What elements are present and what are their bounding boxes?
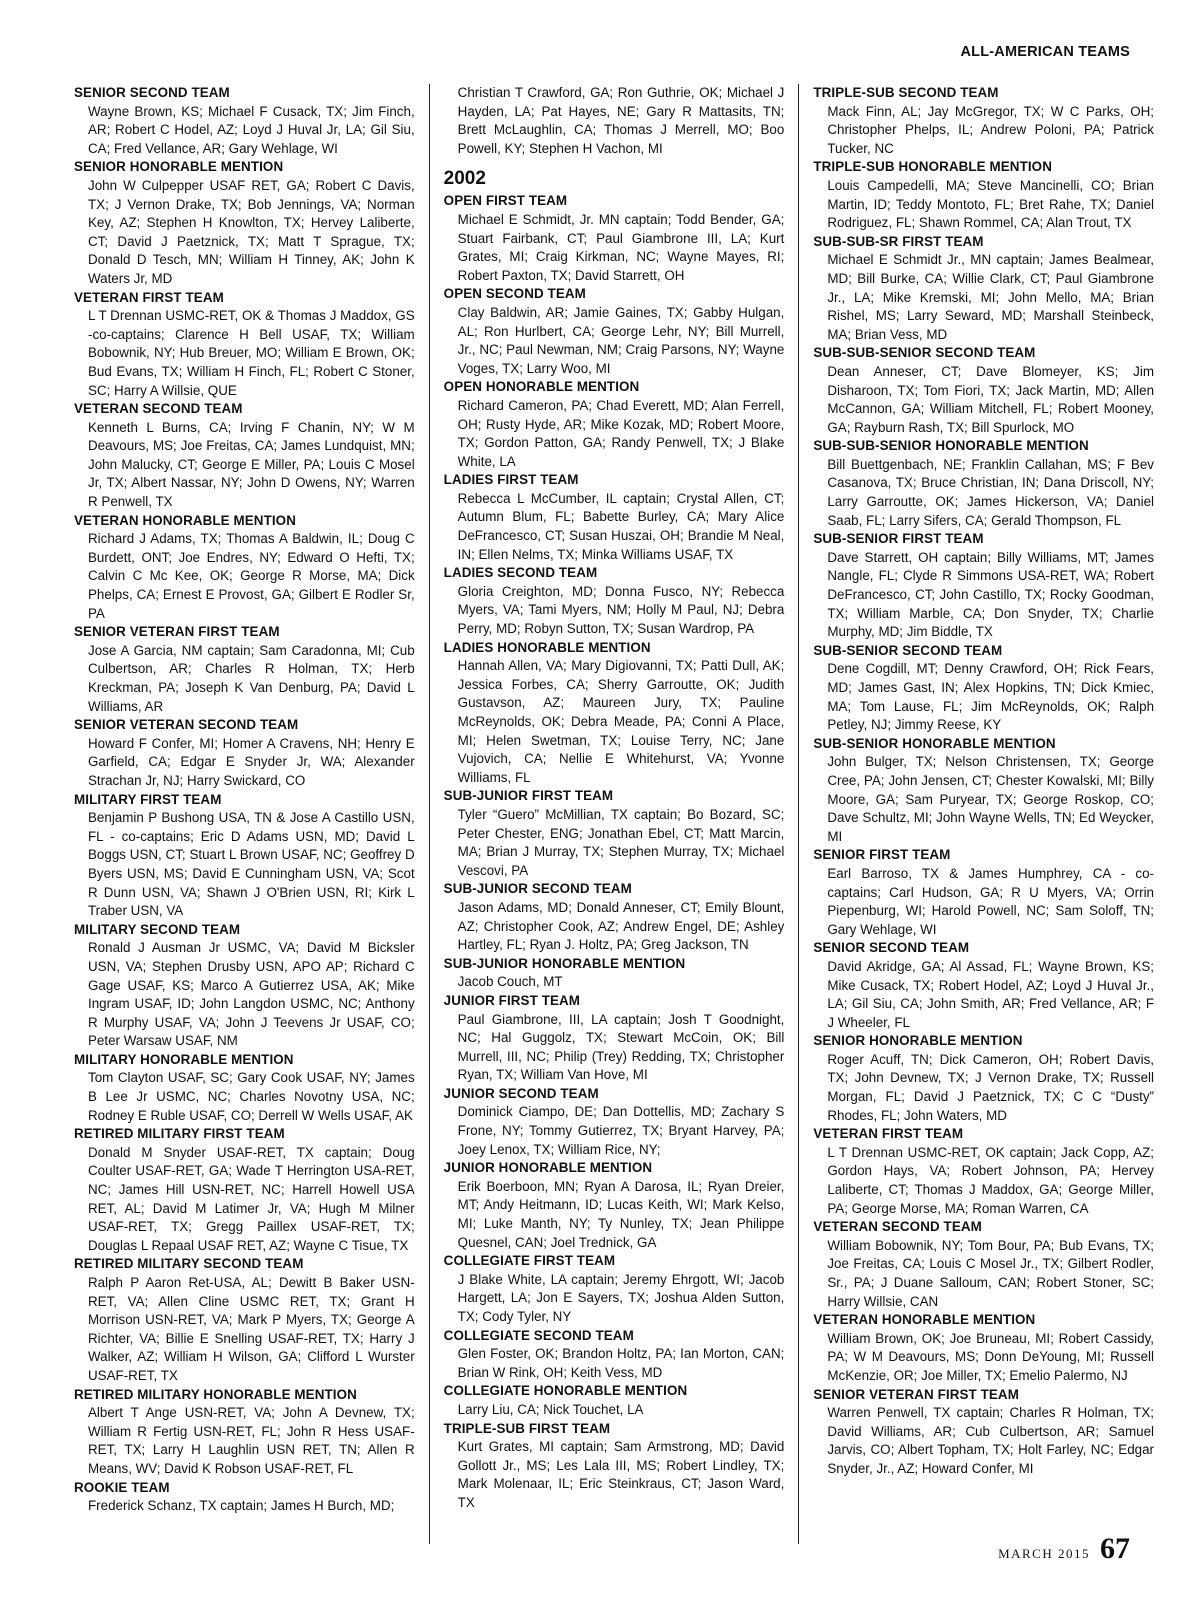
team-heading: COLLEGIATE SECOND TEAM [443, 1327, 634, 1343]
year-heading: 2002 [443, 168, 486, 190]
team-heading: SENIOR HONORABLE MENTION [813, 1033, 1023, 1049]
team-heading: VETERAN SECOND TEAM [74, 401, 243, 417]
team-section [444, 564, 785, 638]
team-members: Earl Barroso, TX & James Humphrey, CA - co-captains; Carl Hudson, GA; R U Myers, VA; Orrin Piepenburg, WI; Harold Powell, NC; Sam Soloff, TN; Gary Wehlage, WI [827, 865, 1155, 937]
column-2 [429, 84, 799, 1544]
team-heading: SUB-SUB-SENIOR HONORABLE MENTION [813, 438, 1089, 454]
team-heading: MILITARY FIRST TEAM [74, 791, 222, 807]
team-heading: VETERAN HONORABLE MENTION [74, 512, 296, 528]
team-section [444, 955, 785, 992]
team-section [444, 84, 785, 158]
team-section [813, 846, 1154, 939]
team-heading: LADIES HONORABLE MENTION [443, 639, 651, 655]
team-members: Kurt Grates, MI captain; Sam Armstrong, MD; David Gollott Jr., MS; Les Lala III, MS; Robert Lindley, TX; Mark Molenaar, IL; Eric Steinkraus, CT; Jason Ward, TX [457, 1439, 785, 1510]
team-section [444, 639, 785, 788]
team-heading: SUB-SUB-SR FIRST TEAM [813, 233, 984, 249]
team-heading: RETIRED MILITARY SECOND TEAM [74, 1256, 304, 1272]
team-section [444, 1252, 785, 1326]
team-heading: SENIOR VETERAN FIRST TEAM [813, 1386, 1019, 1402]
team-members: Jacob Couch, MT [457, 974, 563, 990]
team-members: Roger Acuff, TN; Dick Cameron, OH; Robert Davis, TX; John Devnew, TX; J Vernon Drake, TX; Russell Morgan, FL; David J Paetznick, TX; C C “Dusty” Rhodes, FL; John Waters, MD [827, 1051, 1155, 1123]
team-heading: SENIOR SECOND TEAM [74, 85, 230, 100]
team-members: Clay Baldwin, AR; Jamie Gaines, TX; Gabby Hulgan, AL; Ron Hurlbert, CA; George Lehr, NY; Bill Murrell, Jr., NC; Paul Newman, NM; Craig Parsons, NY; Wayne Voges, TX; Larry Woo, MI [457, 304, 785, 376]
team-heading: VETERAN FIRST TEAM [813, 1126, 964, 1142]
team-members: Tom Clayton USAF, SC; Gary Cook USAF, NY; James B Lee Jr USMC, NC; Charles Novotny USA, NC; Rodney E Ruble USAF, CO; Derrell W Wells USAF, AK [88, 1070, 415, 1123]
team-members: Donald M Snyder USAF-RET, TX captain; Doug Coulter USAF-RET, GA; Wade T Herrington USA-RET, NC; James Hill USN-RET, NC; Harrell Howell USA RET, AL; David M Latimer Jr, VA; Hugh M Milner USAF-RET, TX; Gregg Paillex USAF-RET, TX; Douglas L Repaal USAF RET, AZ; Wayne C Tisue, TX [88, 1144, 415, 1253]
team-heading: VETERAN FIRST TEAM [74, 289, 224, 305]
team-heading: SENIOR SECOND TEAM [813, 940, 970, 956]
team-section [813, 1386, 1154, 1479]
team-section [74, 158, 415, 288]
team-members: Kenneth L Burns, CA; Irving F Chanin, NY; W M Deavours, MS; Joe Freitas, CA; James Lundquist, MN; John Malucky, CT; George E Miller, PA; Louis C Mosel Jr, TX; Albert Nassar, NY; John D Owens, NY; Warren R Penwell, TX [88, 419, 415, 510]
team-heading: TRIPLE-SUB FIRST TEAM [443, 1420, 611, 1436]
team-section [74, 400, 415, 512]
team-section [74, 1479, 415, 1516]
team-section [444, 192, 785, 285]
section-title: ALL-AMERICAN TEAMS [960, 44, 1130, 60]
team-members: Rebecca L McCumber, IL captain; Crystal Allen, CT; Autumn Blum, FL; Babette Burley, CA; Mary Alice DeFrancesco, CT; Susan Huszai, OH; Brandie M Neal, IN; Ellen Nelms, TX; Minka Williams USAF, TX [457, 490, 785, 562]
team-heading: OPEN HONORABLE MENTION [443, 379, 640, 395]
team-heading: SENIOR VETERAN FIRST TEAM [74, 624, 280, 640]
team-section [444, 378, 785, 471]
team-section [74, 1051, 415, 1125]
team-section [74, 84, 415, 158]
team-section [444, 1159, 785, 1252]
team-section [74, 1386, 415, 1479]
team-section [444, 1382, 785, 1419]
team-members: John Bulger, TX; Nelson Christensen, TX; George Cree, PA; John Jensen, CT; Chester Kowalski, MI; Billy Moore, GA; Sam Puryear, TX; George Roskop, CO; Dave Schultz, MI; John Wayne Wells, TN; Ed Weycker, MI [827, 754, 1155, 844]
team-heading: TRIPLE-SUB HONORABLE MENTION [813, 159, 1052, 175]
team-members: Wayne Brown, KS; Michael F Cusack, TX; Jim Finch, AR; Robert C Hodel, AZ; Loyd J Huval Jr, LA; Gil Siu, CA; Fred Vellance, AR; Gary Wehlage, WI [88, 103, 415, 156]
team-heading: LADIES SECOND TEAM [443, 565, 598, 581]
team-members: Mack Finn, AL; Jay McGregor, TX; W C Parks, OH; Christopher Phelps, IL; Andrew Poloni, PA; Patrick Tucker, NC [827, 103, 1155, 156]
team-heading: SUB-JUNIOR SECOND TEAM [443, 881, 632, 897]
team-heading: COLLEGIATE HONORABLE MENTION [443, 1383, 688, 1399]
team-members: L T Drennan USMC-RET, OK & Thomas J Maddox, GS -co-captains; Clarence H Bell USAF, TX; William Bobownik, NY; Hub Breuer, MO; William E Brown, OK; Bud Evans, TX; William H Finch, FL; Robert C Stoner, SC; Harry A Willsie, QUE [88, 308, 415, 398]
team-section [444, 880, 785, 954]
team-members: Warren Penwell, TX captain; Charles R Holman, TX; David Williams, AR; Cub Culbertson, AR; Samuel Jarvis, CO; Albert Topham, TX; Holt Farley, NC; Edgar Snyder, Jr., AZ; Howard Confer, MI [827, 1405, 1155, 1476]
team-members: Jason Adams, MD; Donald Anneser, CT; Emily Blount, AZ; Christopher Cook, AZ; Andrew Engel, DE; Ashley Hartley, FL; Ryan J. Holtz, PA; Greg Jackson, TN [457, 899, 785, 953]
team-section [444, 1085, 785, 1159]
team-members: Tyler “Guero” McMillian, TX captain; Bo Bozard, SC; Peter Chester, ENG; Jonathan Ebel, CT; Matt Marcin, MA; Brian J Murray, TX; Stephen Murray, TX; Michael Vescovi, PA [457, 806, 785, 878]
article-columns [74, 84, 1154, 1544]
team-heading: MILITARY SECOND TEAM [74, 921, 241, 937]
team-members: L T Drennan USMC-RET, OK captain; Jack Copp, AZ; Gordon Hays, VA; Robert Johnson, PA; Hervey Laliberte, CT; Thomas J Maddox, GA; George Miller, PA; George Morse, MA; Roman Warren, CA [827, 1144, 1155, 1216]
team-section [74, 289, 415, 401]
team-section [74, 716, 415, 790]
team-section [444, 1420, 785, 1513]
team-heading: JUNIOR HONORABLE MENTION [443, 1160, 653, 1176]
team-members: William Brown, OK; Joe Bruneau, MI; Robert Cassidy, PA; W M Deavours, MS; Donn DeYoung, MI; Russell McKenzie, OR; Joe Miller, TX; Emelio Palermo, NJ [827, 1330, 1155, 1383]
team-members: Frederick Schanz, TX captain; James H Burch, MD; [88, 1498, 395, 1514]
column-3 [798, 84, 1154, 1544]
team-members: Howard F Confer, MI; Homer A Cravens, NH; Henry E Garfield, CA; Edgar E Snyder Jr, WA; Alexander Strachan Jr, NJ; Harry Swickard, CO [88, 735, 415, 788]
team-section [444, 1327, 785, 1383]
team-members: J Blake White, LA captain; Jeremy Ehrgott, WI; Jacob Hargett, LA; Jon E Sayers, TX; Joshua Alden Sutton, TX; Cody Tyler, NY [457, 1271, 785, 1324]
team-section [444, 285, 785, 378]
team-members: William Bobownik, NY; Tom Bour, PA; Bub Evans, TX; Joe Freitas, CA; Louis C Mosel Jr., TX; Gilbert Rodler, Sr., PA; J Duane Salloum, CAN; Robert Stoner, SC; Harry Willsie, CAN [827, 1237, 1155, 1309]
team-heading: TRIPLE-SUB SECOND TEAM [813, 85, 999, 100]
team-section [813, 437, 1154, 530]
team-section [444, 471, 785, 564]
team-members: Gloria Creighton, MD; Donna Fusco, NY; Rebecca Myers, VA; Tami Myers, NM; Holly M Paul, NJ; Debra Perry, MD; Robyn Sutton, TX; Susan Wardrop, PA [457, 583, 785, 637]
team-members: Dean Anneser, CT; Dave Blomeyer, KS; Jim Disharoon, TX; Tom Fiori, TX; Jack Martin, MD; Allen McCannon, GA; William Mitchell, FL; Robert Mooney, GA; Rayburn Rash, TX; Bill Spurlock, MO [827, 363, 1155, 435]
team-heading: COLLEGIATE FIRST TEAM [443, 1253, 616, 1269]
team-section [813, 158, 1154, 232]
team-section [813, 1125, 1154, 1218]
team-section [74, 623, 415, 716]
team-members: Dene Cogdill, MT; Denny Crawford, OH; Rick Fears, MD; James Gast, IN; Alex Hopkins, TN; Dick Kmiec, MA; Tom Lause, FL; Jim McReynolds, OK; Ralph Petley, NJ; Jimmy Reese, KY [827, 661, 1155, 733]
team-heading: SUB-SENIOR HONORABLE MENTION [813, 735, 1056, 751]
team-heading: OPEN SECOND TEAM [443, 286, 586, 302]
team-section [813, 530, 1154, 642]
team-members: Michael E Schmidt, Jr. MN captain; Todd Bender, GA; Stuart Fairbank, CT; Paul Giambrone III, LA; Kurt Grates, MI; Craig Kirkman, NC; Wayne Mayes, RI; Robert Paxton, TX; David Starrett, OH [457, 211, 785, 283]
team-members: Richard Cameron, PA; Chad Everett, MD; Alan Ferrell, OH; Rusty Hyde, AR; Mike Kozak, MD; Robert Moore, TX; Gordon Patton, GA; Randy Penwell, TX; J Blake White, LA [457, 397, 785, 469]
team-heading: SENIOR FIRST TEAM [813, 847, 951, 863]
team-members: Ralph P Aaron Ret-USA, AL; Dewitt B Baker USN-RET, VA; Allen Cline USMC RET, TX; Grant H Morrison USN-RET, VA; Mark P Myers, TX; George A Richter, VA; Billie E Snelling USAF-RET, TX; Harry J Walker, AZ; William H Wilson, GA; Clifford L Wurster USAF-RET, TX [88, 1275, 415, 1383]
team-heading: OPEN FIRST TEAM [443, 193, 568, 209]
team-heading: VETERAN HONORABLE MENTION [813, 1312, 1036, 1328]
team-members: Bill Buettgenbach, NE; Franklin Callahan, MS; F Bev Casanova, TX; Bruce Christian, IN; Dana Driscoll, NY; Larry Garroutte, OK; James Hickerson, VA; Daniel Saab, FL; Larry Sifers, CA; Gerald Thompson, FL [827, 456, 1155, 528]
team-section [813, 1218, 1154, 1311]
team-heading: SUB-SENIOR FIRST TEAM [813, 531, 984, 547]
team-heading: SUB-SUB-SENIOR SECOND TEAM [813, 345, 1036, 361]
team-heading: SUB-JUNIOR FIRST TEAM [443, 788, 614, 804]
team-section [813, 939, 1154, 1032]
team-heading: ROOKIE TEAM [74, 1479, 170, 1495]
team-section [74, 791, 415, 921]
team-heading: VETERAN SECOND TEAM [813, 1219, 982, 1235]
team-section [813, 84, 1154, 158]
team-section [444, 787, 785, 880]
team-members: Jose A Garcia, NM captain; Sam Caradonna, MI; Cub Culbertson, AR; Charles R Holman, TX; Herb Kreckman, PA; Joseph K Van Denburg, PA; David L Williams, AR [88, 642, 415, 714]
team-section [813, 735, 1154, 847]
page-number: 67 [1100, 1532, 1130, 1565]
team-section [74, 1255, 415, 1385]
team-section [813, 1311, 1154, 1385]
team-section [74, 512, 415, 624]
team-members: Paul Giambrone, III, LA captain; Josh T Goodnight, NC; Hal Guggolz, TX; Stewart McCoin, OK; Bill Murrell, III, NC; Philip (Trey) Redding, TX; Christopher Ryan, TX; William Van Hove, MI [457, 1011, 785, 1083]
team-heading: RETIRED MILITARY FIRST TEAM [74, 1126, 285, 1142]
page-footer [998, 1532, 1130, 1566]
team-section [74, 921, 415, 1051]
team-members: Dominick Ciampo, DE; Dan Dottellis, MD; Zachary S Frone, NY; Tommy Gutierrez, TX; Bryant Harvey, PA; Joey Lenox, TX; William Rice, NY; [457, 1104, 785, 1157]
team-heading: SUB-SENIOR SECOND TEAM [813, 642, 1003, 658]
team-members: David Akridge, GA; Al Assad, FL; Wayne Brown, KS; Mike Cusack, TX; Robert Hodel, AZ; Loyd J Huval Jr., LA; Gil Siu, CA; John Smith, AR; Fred Vellance, AR; F J Wheeler, FL [827, 958, 1155, 1030]
team-members: Larry Liu, CA; Nick Touchet, LA [457, 1401, 644, 1417]
column-1 [74, 84, 429, 1544]
team-section [444, 992, 785, 1085]
team-section [813, 233, 1154, 345]
team-members: John W Culpepper USAF RET, GA; Robert C Davis, TX; J Vernon Drake, TX; Bob Jennings, VA; Norman Key, AZ; Stephen H Knowlton, TX; Hervey Laliberte, CT; David J Paetznick, TX; Matt T Sprague, TX; Donald D Tesch, MN; William H Tinney, AK; John K Waters Jr, MD [88, 177, 415, 286]
team-members: Erik Boerboon, MN; Ryan A Darosa, IL; Ryan Dreier, MT; Andy Heitmann, ID; Lucas Keith, WI; Mark Kelso, MI; Luke Manth, NY; Ty Nunley, TX; Jean Philippe Quesnel, CAN; Joel Trednick, GA [457, 1178, 785, 1250]
team-heading: SENIOR VETERAN SECOND TEAM [74, 717, 299, 733]
team-members: Benjamin P Bushong USA, TN & Jose A Castillo USN, FL - co-captains; Eric D Adams USN, MD; David L Boggs USN, CT; Stuart L Brown USAF, NC; Geoffrey D Byers USN, MS; David E Cunningham USN, VA; Scot R Dunn USN, VA; Shawn J O'Brien USN, RI; Kirk L Traber USN, VA [88, 810, 415, 919]
team-heading: SENIOR HONORABLE MENTION [74, 159, 284, 175]
team-section [74, 1125, 415, 1255]
team-section [813, 1032, 1154, 1125]
team-members: Michael E Schmidt Jr., MN captain; James Bealmear, MD; Bill Burke, CA; Willie Clark, CT; Paul Giambrone Jr., LA; Mike Kremski, MI; John Mello, MA; Brian Rishel, MS; Larry Seward, MD; Marshall Steinbeck, MA; Brian Vess, MD [827, 252, 1155, 342]
team-members: Louis Campedelli, MA; Steve Mancinelli, CO; Brian Martin, ID; Teddy Montoto, FL; Bret Rahe, TX; Daniel Rodriguez, FL; Shawn Rommel, CA; Alan Trout, TX [827, 177, 1155, 231]
team-heading: RETIRED MILITARY HONORABLE MENTION [74, 1386, 357, 1402]
team-members: Christian T Crawford, GA; Ron Guthrie, OK; Michael J Hayden, LA; Pat Hayes, NE; Gary R Mattasits, TN; Brett McLaughlin, CA; Thomas J Merrell, MO; Boo Powell, KY; Stephen H Vachon, MI [457, 85, 785, 156]
team-heading: MILITARY HONORABLE MENTION [74, 1051, 294, 1067]
team-members: Dave Starrett, OH captain; Billy Williams, MT; James Nangle, FL; Clyde R Simmons USA-RET, WA; Robert DeFrancesco, CT; John Castillo, TX; Rocky Goodman, TX; William Marble, CA; Don Snyder, TX; Charlie Murphy, MD; Jim Biddle, TX [827, 549, 1155, 640]
team-members: Glen Foster, OK; Brandon Holtz, PA; Ian Morton, CAN; Brian W Rink, OH; Keith Vess, MD [457, 1346, 785, 1380]
issue-date: MARCH 2015 [998, 1546, 1090, 1561]
team-heading: JUNIOR FIRST TEAM [443, 992, 581, 1008]
team-heading: LADIES FIRST TEAM [443, 472, 579, 488]
team-section [813, 642, 1154, 735]
team-members: Ronald J Ausman Jr USMC, VA; David M Bicksler USN, VA; Stephen Drusby USN, APO AP; Richard C Gage USAF, KS; Marco A Gutierrez USA, AK; Mike Ingram USAF, ID; John Langdon USMC, NC; Anthony R Murphy USAF, VA; John J Teevens Jr USAF, CO; Peter Warsaw USAF, NM [88, 940, 415, 1049]
team-section [813, 344, 1154, 437]
team-members: Albert T Ange USN-RET, VA; John A Devnew, TX; William R Fertig USN-RET, FL; John R Hess USAF-RET, TX; Larry H Laughlin USN RET, TN; Allen R Means, WV; David K Robson USAF-RET, FL [88, 1405, 415, 1476]
team-members: Hannah Allen, VA; Mary Digiovanni, TX; Patti Dull, AK; Jessica Forbes, CA; Sherry Garroutte, OK; Judith Gustavson, AZ; Maureen Jury, TX; Pauline McReynolds, OK; Debra Meade, PA; Conni A Place, MI; Helen Swetman, TX; Louise Terry, NC; Jane Vujovich, CA; Nellie E Whitehurst, VA; Yvonne Williams, FL [457, 658, 785, 785]
team-heading: JUNIOR SECOND TEAM [443, 1085, 599, 1101]
team-members: Richard J Adams, TX; Thomas A Baldwin, IL; Doug C Burdett, ONT; Joe Endres, NY; Edward O Hefti, TX; Calvin C Mc Kee, OK; George R Morse, MA; Dick Phelps, CA; Ernest E Provost, GA; Gilbert E Rodler Sr, PA [88, 531, 415, 621]
team-heading: SUB-JUNIOR HONORABLE MENTION [443, 955, 686, 971]
